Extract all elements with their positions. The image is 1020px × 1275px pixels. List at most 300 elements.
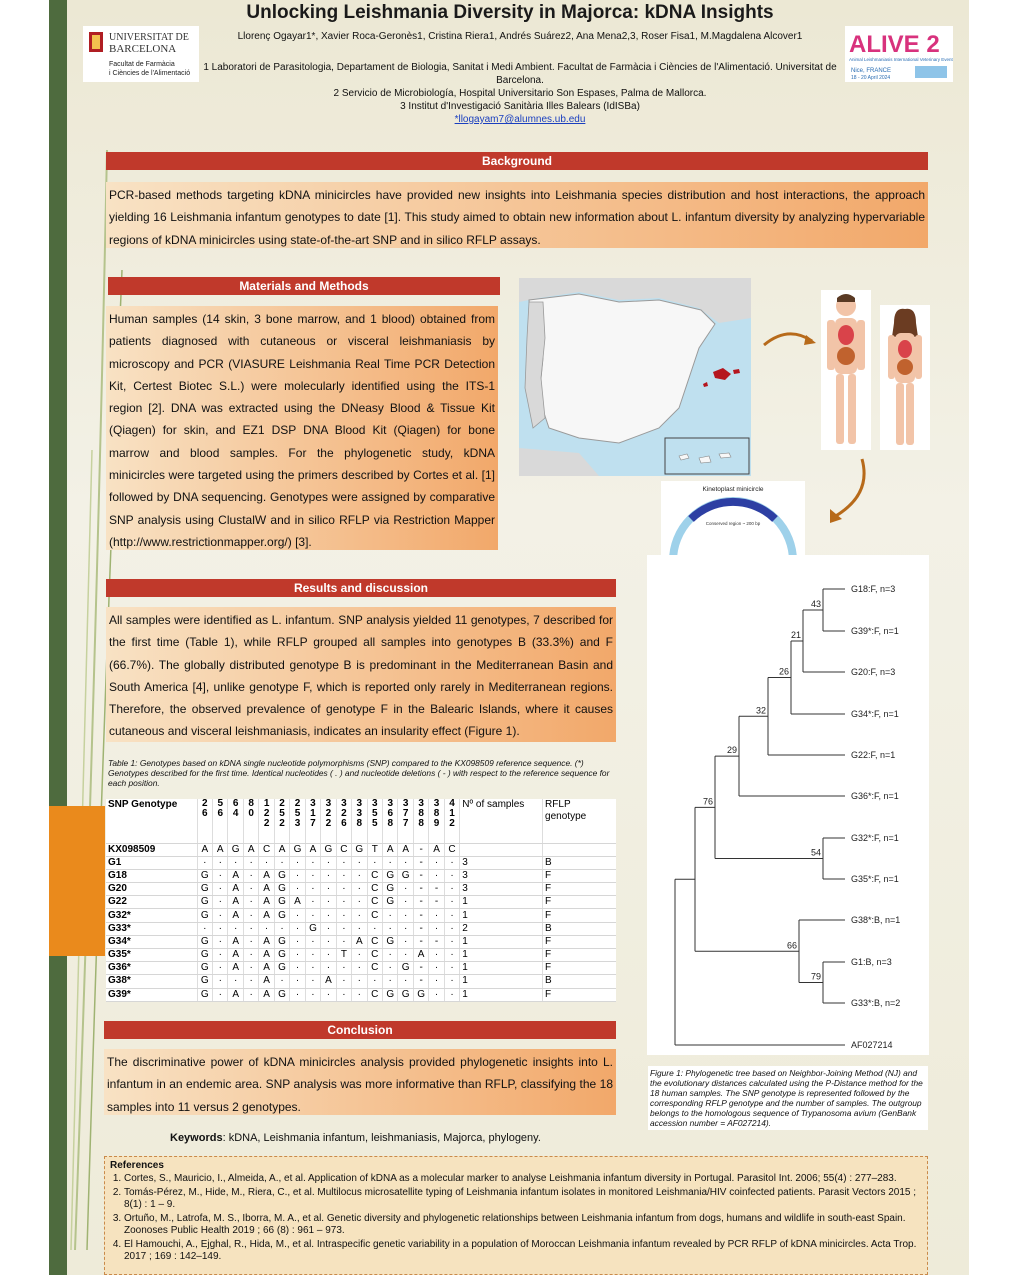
table-cell-nucleotide: A: [243, 843, 258, 856]
table-cell-samples: 1: [460, 909, 543, 922]
table-row: [106, 975, 616, 988]
table-cell-nucleotide: ·: [429, 975, 444, 988]
table-cell-nucleotide: A: [429, 843, 444, 856]
table-cell-samples: 1: [460, 896, 543, 909]
table-cell-nucleotide: ·: [290, 975, 305, 988]
bootstrap-value: 66: [787, 940, 798, 951]
table-cell-nucleotide: G: [383, 883, 398, 896]
table-cell-nucleotide: G: [197, 935, 212, 948]
results-text: All samples were identified as L. infantum. SNP analysis yielded 11 genotypes, 7 described for the first time (Table 1), while RFLP grouped all samples into genotypes B (33.3%) and F (66.7%). The globally distributed genotype B is predominant in the Mediterranean Basin and South America [4], unlike genotype F, which is reported only rarely in Mediterranean regions. Therefore, the observed prevalence of genotype F in the Balearic Islands, where it causes cutaneous and visceral leishmaniasis, indicates an insularity effect (Figure 1).: [106, 607, 616, 742]
table-cell-nucleotide: A: [213, 843, 228, 856]
table-cell-genotype: G39*: [106, 988, 197, 1001]
table-cell-nucleotide: ·: [352, 909, 367, 922]
table-cell-rflp: F: [543, 962, 616, 975]
table-cell-nucleotide: ·: [398, 883, 413, 896]
table-cell-nucleotide: ·: [444, 896, 459, 909]
table-cell-nucleotide: ·: [367, 975, 382, 988]
table-cell-nucleotide: ·: [429, 962, 444, 975]
table-cell-nucleotide: T: [336, 949, 351, 962]
table-cell-nucleotide: ·: [429, 988, 444, 1001]
table-cell-nucleotide: G: [197, 962, 212, 975]
table-cell-nucleotide: ·: [213, 949, 228, 962]
table-cell-nucleotide: ·: [352, 975, 367, 988]
table-cell-genotype: G35*: [106, 949, 197, 962]
table-cell-nucleotide: A: [290, 896, 305, 909]
table-cell-nucleotide: G: [398, 962, 413, 975]
background-heading: Background: [106, 152, 928, 170]
table-cell-samples: 1: [460, 949, 543, 962]
table-cell-nucleotide: -: [413, 843, 428, 856]
table-cell-nucleotide: ·: [352, 883, 367, 896]
tree-leaf-label: G32*:F, n=1: [851, 833, 899, 843]
tree-leaf-label: G33*:B, n=2: [851, 998, 901, 1008]
table-cell-nucleotide: A: [228, 988, 243, 1001]
table-cell-genotype: G20: [106, 883, 197, 896]
table-cell-nucleotide: A: [274, 843, 289, 856]
table-cell-nucleotide: ·: [243, 949, 258, 962]
table-cell-nucleotide: ·: [243, 975, 258, 988]
table-cell-nucleotide: ·: [398, 949, 413, 962]
table-cell-nucleotide: ·: [305, 856, 320, 869]
bootstrap-value: 54: [811, 847, 822, 858]
table-cell-nucleotide: ·: [336, 935, 351, 948]
table-cell-nucleotide: ·: [290, 869, 305, 882]
affiliation-2: 2 Servicio de Microbiología, Hospital Universitario Son Espases, Palma de Mallorca.: [333, 88, 707, 99]
table-cell-nucleotide: ·: [398, 922, 413, 935]
table-cell-samples: 1: [460, 935, 543, 948]
table-cell-samples: 1: [460, 975, 543, 988]
table-cell-nucleotide: ·: [305, 962, 320, 975]
conclusion-heading: Conclusion: [104, 1021, 616, 1039]
table-cell-nucleotide: A: [352, 935, 367, 948]
tree-leaf-label: G39*:F, n=1: [851, 626, 899, 636]
table-header-position: 122: [259, 799, 274, 843]
table-cell-nucleotide: A: [259, 988, 274, 1001]
table-cell-nucleotide: C: [367, 962, 382, 975]
table-cell-nucleotide: A: [259, 883, 274, 896]
bootstrap-value: 29: [727, 745, 738, 756]
table-header-position: 56: [213, 799, 228, 843]
table-cell-nucleotide: ·: [213, 869, 228, 882]
table-cell-nucleotide: ·: [352, 988, 367, 1001]
table-cell-nucleotide: C: [259, 843, 274, 856]
reference-item: 4. El Hamouchi, A., Ejghal, R., Hida, M., et al. Intraspecific genetic variability in a population of Moroccan Leishmania infantum revealed by PCR RFLP of kDNA minicircles. Acta Trop. 2017 ; 169 : 142–149.: [124, 1239, 922, 1263]
table-header-position: 368: [383, 799, 398, 843]
table-cell-nucleotide: C: [367, 869, 382, 882]
table-cell-nucleotide: A: [228, 883, 243, 896]
table-cell-nucleotide: ·: [398, 909, 413, 922]
table-cell-nucleotide: ·: [305, 975, 320, 988]
table-cell-nucleotide: ·: [352, 962, 367, 975]
table-cell-nucleotide: ·: [274, 922, 289, 935]
table-cell-nucleotide: ·: [197, 922, 212, 935]
table-cell-nucleotide: T: [367, 843, 382, 856]
table-cell-nucleotide: C: [367, 988, 382, 1001]
table-cell-nucleotide: ·: [305, 949, 320, 962]
tree-leaf-label: G18:F, n=3: [851, 584, 896, 594]
table-cell-rflp: F: [543, 869, 616, 882]
table-cell-rflp: [543, 843, 616, 856]
table-cell-rflp: B: [543, 856, 616, 869]
table-cell-nucleotide: -: [429, 896, 444, 909]
spain-map: [519, 278, 751, 476]
table-cell-nucleotide: G: [305, 922, 320, 935]
table-cell-nucleotide: A: [228, 949, 243, 962]
table-cell-samples: 1: [460, 988, 543, 1001]
svg-text:ALIVE 2: ALIVE 2: [849, 31, 940, 58]
table-cell-nucleotide: ·: [352, 856, 367, 869]
affiliation-3: 3 Institut d'Investigació Sanitària Illes Balears (IdISBa): [400, 101, 640, 112]
bootstrap-value: 26: [779, 666, 790, 677]
table-header-position: 253: [290, 799, 305, 843]
table-header-samples: Nº of samples: [460, 799, 543, 843]
table-cell-nucleotide: C: [367, 935, 382, 948]
table-cell-nucleotide: G: [197, 988, 212, 1001]
table-cell-nucleotide: A: [228, 869, 243, 882]
table-cell-nucleotide: ·: [243, 896, 258, 909]
references-heading: References: [110, 1160, 164, 1171]
table-cell-nucleotide: ·: [213, 935, 228, 948]
table-cell-genotype: KX098509: [106, 843, 197, 856]
methods-text: Human samples (14 skin, 3 bone marrow, and 1 blood) obtained from patients diagnosed with cutaneous or visceral leishmaniasis by microscopy and PCR (VIASURE Leishmania Real Time PCR Detection Kit, Certest Biotec S.L.) were molecularly identified using the ITS-1 region [2]. DNA was extracted using the DNeasy Blood & Tissue Kit (Qiagen) for skin, and EZ1 DSP DNA Blood Kit (Qiagen) for bone marrow and blood samples. For the phylogenetic study, kDNA minicircles were targeted using the primers described by Cortes et al. [1] followed by DNA sequencing. Genotypes were assigned by comparative SNP analysis using ClustalW and in silico RFLP via Restriction Mapper (http://www.restrictionmapper.org/) [3].: [106, 306, 498, 550]
table-cell-samples: 1: [460, 962, 543, 975]
table-cell-nucleotide: G: [352, 843, 367, 856]
table-cell-nucleotide: ·: [444, 949, 459, 962]
table-cell-nucleotide: ·: [290, 988, 305, 1001]
table-cell-nucleotide: G: [290, 843, 305, 856]
table-cell-nucleotide: ·: [444, 988, 459, 1001]
bootstrap-value: 43: [811, 599, 822, 609]
table-cell-nucleotide: ·: [274, 856, 289, 869]
table-header-position: 412: [444, 799, 459, 843]
keywords: [170, 1132, 541, 1144]
table-cell-nucleotide: ·: [321, 935, 336, 948]
table-row: [106, 909, 616, 922]
table-cell-nucleotide: ·: [213, 975, 228, 988]
table-cell-nucleotide: G: [197, 909, 212, 922]
table-cell-samples: 3: [460, 883, 543, 896]
table-cell-samples: 3: [460, 869, 543, 882]
table-cell-nucleotide: ·: [444, 909, 459, 922]
table-cell-nucleotide: ·: [444, 935, 459, 948]
table-cell-nucleotide: G: [274, 988, 289, 1001]
table-cell-nucleotide: ·: [243, 883, 258, 896]
table-cell-nucleotide: -: [413, 962, 428, 975]
table-header-position: 355: [367, 799, 382, 843]
table-cell-nucleotide: ·: [336, 962, 351, 975]
tree-leaf-label: G1:B, n=3: [851, 957, 892, 967]
table-cell-nucleotide: ·: [259, 922, 274, 935]
table-cell-nucleotide: ·: [228, 975, 243, 988]
table-cell-nucleotide: ·: [367, 856, 382, 869]
table-cell-samples: 2: [460, 922, 543, 935]
table-cell-nucleotide: -: [413, 869, 428, 882]
male-anatomy-icon: [821, 290, 871, 450]
table-cell-rflp: F: [543, 909, 616, 922]
conclusion-text: The discriminative power of kDNA minicircles analysis provided phylogenetic insights into L. infantum in an endemic area. SNP analysis was more informative than RFLP, classifying the 18 samples into 11 versus 2 genotypes.: [104, 1049, 616, 1115]
curved-arrow-icon: [760, 325, 820, 355]
table-cell-nucleotide: ·: [321, 883, 336, 896]
table-cell-nucleotide: ·: [243, 935, 258, 948]
table-cell-nucleotide: G: [274, 962, 289, 975]
table-cell-nucleotide: ·: [321, 869, 336, 882]
table-header-position: 64: [228, 799, 243, 843]
table-cell-nucleotide: ·: [305, 988, 320, 1001]
alive2-event-logo: [845, 26, 953, 82]
table-cell-nucleotide: ·: [305, 909, 320, 922]
table-row: [106, 935, 616, 948]
table-cell-nucleotide: ·: [321, 922, 336, 935]
table-cell-nucleotide: ·: [352, 869, 367, 882]
table-cell-nucleotide: -: [429, 883, 444, 896]
contact-email-link[interactable]: *llogayam7@alumnes.ub.edu: [454, 114, 586, 125]
table-cell-nucleotide: A: [228, 935, 243, 948]
reference-item: 2. Tomás-Pérez, M., Hide, M., Riera, C., et al. Multilocus microsatellite typing of Leishmania infantum isolates in monitored Leishmania/HIV coinfected patients. Parasit Vectors 2015 ; 8(1) : 1 – 9.: [124, 1187, 922, 1211]
table-cell-nucleotide: A: [259, 896, 274, 909]
reference-item: 1. Cortes, S., Mauricio, I., Almeida, A., et al. Application of kDNA as a molecular marker to analyse Leishmania infantum diversity in Portugal. Parasitol Int. 2006; 55(4) : 277–283.: [124, 1173, 922, 1185]
table-cell-nucleotide: A: [197, 843, 212, 856]
table-cell-nucleotide: G: [383, 869, 398, 882]
table-header-position: 252: [274, 799, 289, 843]
table-cell-nucleotide: G: [274, 935, 289, 948]
table-cell-nucleotide: A: [228, 909, 243, 922]
table-cell-genotype: G1: [106, 856, 197, 869]
table-header-position: 338: [352, 799, 367, 843]
table-cell-nucleotide: ·: [444, 962, 459, 975]
table-cell-nucleotide: A: [321, 975, 336, 988]
table-cell-nucleotide: C: [367, 909, 382, 922]
table-cell-nucleotide: ·: [243, 869, 258, 882]
table-cell-nucleotide: ·: [321, 962, 336, 975]
table-cell-nucleotide: G: [197, 869, 212, 882]
table-cell-nucleotide: G: [398, 869, 413, 882]
table-cell-nucleotide: A: [259, 962, 274, 975]
table-cell-rflp: B: [543, 922, 616, 935]
table-cell-nucleotide: ·: [383, 856, 398, 869]
table-cell-genotype: G34*: [106, 935, 197, 948]
table-cell-rflp: F: [543, 949, 616, 962]
table-cell-nucleotide: ·: [213, 896, 228, 909]
table-cell-nucleotide: ·: [321, 856, 336, 869]
table-cell-nucleotide: ·: [305, 869, 320, 882]
table-cell-nucleotide: ·: [321, 949, 336, 962]
table-cell-nucleotide: G: [274, 869, 289, 882]
table-cell-nucleotide: A: [259, 975, 274, 988]
table-cell-nucleotide: C: [336, 843, 351, 856]
table-row: [106, 962, 616, 975]
table-cell-nucleotide: -: [413, 935, 428, 948]
table-cell-nucleotide: ·: [336, 896, 351, 909]
table-cell-nucleotide: -: [429, 935, 444, 948]
table-cell-nucleotide: G: [383, 935, 398, 948]
table-cell-nucleotide: ·: [444, 922, 459, 935]
table-cell-nucleotide: ·: [398, 935, 413, 948]
table-cell-nucleotide: -: [413, 856, 428, 869]
table-cell-rflp: B: [543, 975, 616, 988]
table-cell-nucleotide: ·: [429, 949, 444, 962]
table-cell-nucleotide: G: [398, 988, 413, 1001]
table-header-position: 322: [321, 799, 336, 843]
table-cell-nucleotide: ·: [336, 988, 351, 1001]
table-row: [106, 869, 616, 882]
table-cell-nucleotide: ·: [274, 975, 289, 988]
table-row: [106, 949, 616, 962]
table-header-position: 26: [197, 799, 212, 843]
table-cell-nucleotide: ·: [213, 988, 228, 1001]
table-header-position: 326: [336, 799, 351, 843]
phylogenetic-tree: [647, 555, 929, 1055]
table-cell-rflp: F: [543, 935, 616, 948]
table-cell-nucleotide: ·: [213, 883, 228, 896]
table-cell-nucleotide: C: [367, 949, 382, 962]
table-cell-nucleotide: C: [444, 843, 459, 856]
bootstrap-value: 76: [703, 796, 714, 807]
table-cell-rflp: F: [543, 896, 616, 909]
table-cell-nucleotide: ·: [213, 856, 228, 869]
bootstrap-value: 79: [811, 971, 822, 982]
table-cell-nucleotide: ·: [429, 856, 444, 869]
table-cell-nucleotide: A: [228, 896, 243, 909]
female-anatomy-icon: [880, 305, 930, 450]
table-cell-nucleotide: -: [413, 975, 428, 988]
table-cell-nucleotide: G: [383, 896, 398, 909]
table-cell-nucleotide: A: [259, 949, 274, 962]
table-cell-nucleotide: ·: [321, 896, 336, 909]
table-cell-nucleotide: G: [197, 896, 212, 909]
table-cell-nucleotide: ·: [213, 962, 228, 975]
table-cell-nucleotide: ·: [290, 909, 305, 922]
tree-leaf-label: G20:F, n=3: [851, 667, 896, 677]
author-list: Llorenç Ogayar1*, Xavier Roca-Geronès1, Cristina Riera1, Andrés Suárez2, Ana Mena2,3, Roser Fisa1, M.Magdalena Alcover1: [237, 31, 803, 42]
svg-text:UNIVERSITAT DE: UNIVERSITAT DE: [109, 32, 189, 43]
table-cell-nucleotide: A: [259, 869, 274, 882]
table-cell-nucleotide: G: [274, 883, 289, 896]
curved-arrow-down-icon: [826, 455, 876, 525]
tree-leaf-label: G36*:F, n=1: [851, 791, 899, 801]
svg-text:Animal Leishmaniasis Internati: Animal Leishmaniasis International Veterinary Event: [849, 57, 953, 62]
background-text: PCR-based methods targeting kDNA minicircles have provided new insights into Leishmania species distribution and host interactions, the approach yielding 16 Leishmania infantum genotypes to date [1]. This study aimed to obtain new information about L. infantum diversity by analyzing hypervariable regions of kDNA minicircles using state-of-the-art SNP and in silico RFLP assays.: [106, 182, 928, 248]
methods-heading: Materials and Methods: [108, 277, 500, 295]
table-header-position: 377: [398, 799, 413, 843]
table-cell-nucleotide: G: [383, 988, 398, 1001]
table-cell-nucleotide: G: [228, 843, 243, 856]
table-cell-nucleotide: ·: [321, 988, 336, 1001]
table-cell-nucleotide: ·: [321, 909, 336, 922]
table-header-position: 388: [413, 799, 428, 843]
table-cell-nucleotide: ·: [336, 869, 351, 882]
table-cell-nucleotide: ·: [305, 896, 320, 909]
svg-text:Kinetoplast minicircle: Kinetoplast minicircle: [702, 486, 764, 493]
table-cell-nucleotide: ·: [290, 922, 305, 935]
table-cell-nucleotide: G: [274, 896, 289, 909]
table-cell-nucleotide: ·: [336, 922, 351, 935]
reference-item: 3. Ortuño, M., Latrofa, M. S., Iborra, M. A., et al. Genetic diversity and phylogenetic relationships between Leishmania infantum from dogs, humans and wildlife in south-east Spain. Zoonoses Public Health 2019 ; 66 (8) : 961 – 973.: [124, 1213, 922, 1237]
table-row: [106, 988, 616, 1001]
table-cell-nucleotide: ·: [383, 949, 398, 962]
table-cell-nucleotide: ·: [243, 962, 258, 975]
table-cell-rflp: F: [543, 883, 616, 896]
table-cell-nucleotide: ·: [383, 909, 398, 922]
tree-leaf-label: G38*:B, n=1: [851, 915, 901, 925]
results-heading: Results and discussion: [106, 579, 616, 597]
table-cell-nucleotide: ·: [383, 975, 398, 988]
table-cell-nucleotide: ·: [290, 949, 305, 962]
table-cell-nucleotide: ·: [259, 856, 274, 869]
table-cell-nucleotide: G: [197, 949, 212, 962]
table-cell-nucleotide: ·: [336, 856, 351, 869]
table-cell-nucleotide: ·: [352, 949, 367, 962]
table-cell-nucleotide: ·: [367, 922, 382, 935]
table-cell-nucleotide: A: [398, 843, 413, 856]
table-cell-nucleotide: ·: [243, 988, 258, 1001]
keywords-text: : kDNA, Leishmania infantum, leishmaniasis, Majorca, phylogeny.: [222, 1132, 541, 1144]
bootstrap-value: 21: [791, 630, 802, 640]
table-cell-samples: [460, 843, 543, 856]
orange-accent-tab: [49, 806, 105, 956]
references-box: [104, 1156, 928, 1275]
table-cell-nucleotide: ·: [336, 909, 351, 922]
table-cell-nucleotide: ·: [213, 909, 228, 922]
table-cell-nucleotide: ·: [336, 883, 351, 896]
tree-leaf-label: G22:F, n=1: [851, 750, 896, 760]
table-header-position: 317: [305, 799, 320, 843]
table-cell-nucleotide: ·: [290, 962, 305, 975]
table-row: [106, 856, 616, 869]
table-row: [106, 922, 616, 935]
table-cell-nucleotide: C: [367, 896, 382, 909]
table-cell-nucleotide: A: [305, 843, 320, 856]
table-cell-nucleotide: -: [413, 909, 428, 922]
table-row: [106, 883, 616, 896]
table-cell-nucleotide: ·: [228, 856, 243, 869]
university-barcelona-logo: [83, 26, 199, 82]
table-cell-genotype: G18: [106, 869, 197, 882]
table-cell-nucleotide: A: [228, 962, 243, 975]
table-cell-nucleotide: ·: [243, 922, 258, 935]
table-cell-nucleotide: A: [413, 949, 428, 962]
table-cell-nucleotide: ·: [383, 962, 398, 975]
table-cell-nucleotide: G: [274, 909, 289, 922]
table-cell-genotype: G22: [106, 896, 197, 909]
table-cell-nucleotide: ·: [444, 883, 459, 896]
table-header-genotype: SNP Genotype: [106, 799, 197, 843]
poster-title: Unlocking Leishmania Diversity in Majorca: kDNA Insights: [246, 2, 774, 23]
table-header-position: 80: [243, 799, 258, 843]
table-cell-genotype: G36*: [106, 962, 197, 975]
table-cell-nucleotide: ·: [398, 896, 413, 909]
table-cell-nucleotide: ·: [243, 909, 258, 922]
table-cell-nucleotide: ·: [305, 935, 320, 948]
svg-text:Conserved region ~ 200 bp: Conserved region ~ 200 bp: [705, 521, 761, 526]
svg-text:i Ciències de l'Alimentació: i Ciències de l'Alimentació: [109, 70, 191, 77]
table-cell-nucleotide: ·: [305, 883, 320, 896]
table-cell-genotype: G38*: [106, 975, 197, 988]
affiliation-1: 1 Laboratori de Parasitologia, Departament de Biologia, Sanitat i Medi Ambient. Facultat de Farmàcia i Ciències de l'Alimentació. Universitat de Barcelona.: [203, 62, 837, 86]
svg-text:BARCELONA: BARCELONA: [109, 43, 177, 55]
table-cell-nucleotide: ·: [444, 975, 459, 988]
svg-text:18 - 20 April 2024: 18 - 20 April 2024: [851, 75, 891, 81]
table-cell-nucleotide: -: [413, 922, 428, 935]
table-cell-nucleotide: C: [367, 883, 382, 896]
figure-caption: Figure 1: Phylogenetic tree based on Neighbor-Joining Method (NJ) and the evolutionary distances calculated using the P-Distance method for the 18 human samples. The SNP genotype is represented followed by the corresponding RFLP genotype and the number of samples. The outgroup belongs to the homologous sequence of Trypanosoma avium (GenBank accession number = AF027214).: [648, 1066, 928, 1130]
table-cell-nucleotide: ·: [290, 856, 305, 869]
table-cell-nucleotide: ·: [290, 883, 305, 896]
table-cell-nucleotide: A: [259, 935, 274, 948]
table-cell-nucleotide: ·: [383, 922, 398, 935]
tree-leaf-label: G35*:F, n=1: [851, 874, 899, 884]
tree-leaf-label: AF027214: [851, 1040, 893, 1050]
table-cell-nucleotide: G: [274, 949, 289, 962]
